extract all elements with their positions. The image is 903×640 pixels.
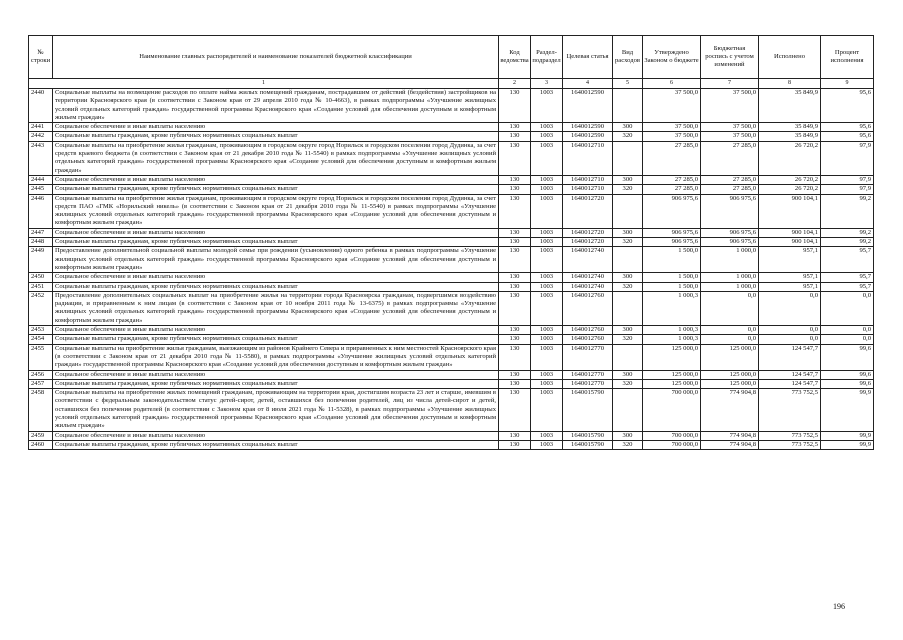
cell-expense-type: 320	[613, 185, 643, 194]
table-row	[29, 389, 874, 431]
cell-budget-list: 37 500,0	[701, 132, 759, 141]
cell-approved: 27 285,0	[643, 185, 701, 194]
cell-expense-type: 300	[613, 273, 643, 282]
cell-row-number: 2457	[29, 379, 53, 388]
cell-target-article: 1640012760	[563, 291, 613, 325]
cell-section: 1003	[531, 123, 563, 132]
cell-executed: 773 752,5	[759, 389, 821, 431]
cell-section: 1003	[531, 389, 563, 431]
cell-approved: 125 000,0	[643, 379, 701, 388]
cell-department-code: 130	[499, 370, 531, 379]
cell-expense-type	[613, 389, 643, 431]
cell-row-number: 2441	[29, 123, 53, 132]
cell-percent: 95,6	[821, 89, 874, 123]
column-number: 4	[563, 79, 613, 89]
cell-executed: 124 547,7	[759, 379, 821, 388]
cell-target-article: 1640012590	[563, 132, 613, 141]
cell-budget-list: 774 904,8	[701, 440, 759, 449]
cell-section: 1003	[531, 273, 563, 282]
cell-percent: 99,2	[821, 194, 874, 228]
cell-row-number: 2458	[29, 389, 53, 431]
cell-section: 1003	[531, 440, 563, 449]
column-number: 8	[759, 79, 821, 89]
table-row	[29, 123, 874, 132]
cell-target-article: 1640015790	[563, 431, 613, 440]
cell-expense-type	[613, 344, 643, 370]
table-row	[29, 440, 874, 449]
cell-budget-list: 0,0	[701, 326, 759, 335]
cell-executed: 26 720,2	[759, 185, 821, 194]
cell-row-number: 2449	[29, 247, 53, 273]
cell-target-article: 1640012740	[563, 273, 613, 282]
cell-target-article: 1640012710	[563, 185, 613, 194]
cell-expense-type: 300	[613, 228, 643, 237]
cell-department-code: 130	[499, 238, 531, 247]
header-section: Раздел-подраздел	[531, 36, 563, 79]
header-row	[29, 36, 874, 79]
cell-section: 1003	[531, 228, 563, 237]
cell-approved: 906 975,6	[643, 238, 701, 247]
cell-target-article: 1640012740	[563, 247, 613, 273]
cell-department-code: 130	[499, 185, 531, 194]
cell-name: Социальные выплаты гражданам, кроме публичных нормативных социальных выплат	[53, 238, 499, 247]
cell-percent: 95,7	[821, 247, 874, 273]
cell-target-article: 1640012710	[563, 141, 613, 175]
cell-budget-list: 1 000,0	[701, 282, 759, 291]
cell-row-number: 2455	[29, 344, 53, 370]
cell-approved: 1 000,3	[643, 291, 701, 325]
cell-row-number: 2443	[29, 141, 53, 175]
cell-executed: 0,0	[759, 326, 821, 335]
cell-department-code: 130	[499, 132, 531, 141]
table-row	[29, 335, 874, 344]
header-executed: Исполнено	[759, 36, 821, 79]
cell-percent: 0,0	[821, 326, 874, 335]
cell-approved: 1 000,3	[643, 326, 701, 335]
cell-executed: 773 752,5	[759, 440, 821, 449]
cell-name: Социальные выплаты на возмещение расходов по оплате найма жилых помещений гражданам, пострадавшим от действий (бездействия) застройщиков на территории Красноярского края (в соответствии с Законом края от 29 апреля 2010 года № 10-4663), в рамках подпрограммы «Улучшение жилищных условий отдельных категорий граждан» государственной программы Красноярского края «Создание условий для обеспечения доступным и комфортным жильем граждан»	[53, 89, 499, 123]
cell-expense-type: 300	[613, 370, 643, 379]
column-number-row	[29, 79, 874, 89]
header-budget-list: Бюджетная роспись с учетом изменений	[701, 36, 759, 79]
cell-expense-type: 300	[613, 175, 643, 184]
cell-row-number: 2460	[29, 440, 53, 449]
cell-target-article: 1640015790	[563, 440, 613, 449]
header-row-number: № строки	[29, 36, 53, 79]
cell-executed: 35 849,9	[759, 89, 821, 123]
cell-percent: 0,0	[821, 291, 874, 325]
cell-department-code: 130	[499, 379, 531, 388]
cell-percent: 97,9	[821, 141, 874, 175]
cell-row-number: 2444	[29, 175, 53, 184]
cell-row-number: 2459	[29, 431, 53, 440]
cell-name: Социальное обеспечение и иные выплаты населению	[53, 370, 499, 379]
cell-name: Предоставление дополнительной социальной выплаты молодой семье при рождении (усыновлении) одного ребенка в рамках подпрограммы «Улучшение жилищных условий отдельных категорий граждан» государственной программы Красноярского края «Создание условий для обеспечения доступным и комфортным жильем граждан»	[53, 247, 499, 273]
cell-name: Предоставление дополнительных социальных выплат на приобретение жилья на территории города Красноярска гражданам, подвергшимся воздействию радиации, и приравненным к ним лицам (в соответствии с Законом края от 10 ноября 2011 года № 13-6375) в рамках подпрограммы «Улучшение жилищных условий отдельных категорий граждан» государственной программы Красноярского края «Создание условий для обеспечения доступным и комфортным жильем граждан»	[53, 291, 499, 325]
table-body	[29, 89, 874, 450]
cell-budget-list: 1 000,0	[701, 247, 759, 273]
cell-executed: 900 104,1	[759, 194, 821, 228]
cell-section: 1003	[531, 185, 563, 194]
cell-percent: 99,9	[821, 431, 874, 440]
cell-department-code: 130	[499, 141, 531, 175]
cell-section: 1003	[531, 194, 563, 228]
cell-name: Социальные выплаты гражданам, кроме публичных нормативных социальных выплат	[53, 185, 499, 194]
cell-budget-list: 1 000,0	[701, 273, 759, 282]
budget-execution-table	[28, 35, 874, 450]
cell-name: Социальные выплаты гражданам, кроме публичных нормативных социальных выплат	[53, 282, 499, 291]
cell-target-article: 1640012590	[563, 123, 613, 132]
cell-expense-type: 320	[613, 282, 643, 291]
cell-approved: 1 500,0	[643, 282, 701, 291]
cell-percent: 99,2	[821, 238, 874, 247]
cell-row-number: 2453	[29, 326, 53, 335]
cell-target-article: 1640012720	[563, 194, 613, 228]
cell-percent: 95,6	[821, 123, 874, 132]
cell-approved: 1 500,0	[643, 273, 701, 282]
cell-budget-list: 774 904,8	[701, 389, 759, 431]
cell-percent: 99,6	[821, 379, 874, 388]
cell-section: 1003	[531, 370, 563, 379]
cell-name: Социальное обеспечение и иные выплаты населению	[53, 123, 499, 132]
cell-approved: 37 500,0	[643, 123, 701, 132]
column-number: 5	[613, 79, 643, 89]
cell-approved: 906 975,6	[643, 228, 701, 237]
cell-executed: 35 849,9	[759, 123, 821, 132]
cell-budget-list: 0,0	[701, 335, 759, 344]
cell-department-code: 130	[499, 291, 531, 325]
cell-approved: 1 000,3	[643, 335, 701, 344]
cell-percent: 99,9	[821, 389, 874, 431]
cell-row-number: 2451	[29, 282, 53, 291]
cell-row-number: 2440	[29, 89, 53, 123]
cell-section: 1003	[531, 291, 563, 325]
cell-department-code: 130	[499, 273, 531, 282]
cell-budget-list: 0,0	[701, 291, 759, 325]
table-row	[29, 247, 874, 273]
cell-expense-type: 300	[613, 431, 643, 440]
cell-row-number: 2456	[29, 370, 53, 379]
cell-approved: 700 000,0	[643, 431, 701, 440]
cell-expense-type: 320	[613, 335, 643, 344]
table-row	[29, 132, 874, 141]
cell-section: 1003	[531, 238, 563, 247]
cell-percent: 95,7	[821, 273, 874, 282]
cell-expense-type: 320	[613, 440, 643, 449]
cell-percent: 95,6	[821, 132, 874, 141]
cell-executed: 900 104,1	[759, 228, 821, 237]
cell-department-code: 130	[499, 282, 531, 291]
cell-department-code: 130	[499, 440, 531, 449]
cell-name: Социальные выплаты гражданам, кроме публичных нормативных социальных выплат	[53, 132, 499, 141]
cell-approved: 700 000,0	[643, 440, 701, 449]
cell-percent: 99,6	[821, 370, 874, 379]
table-row	[29, 370, 874, 379]
table-row	[29, 344, 874, 370]
cell-approved: 27 285,0	[643, 175, 701, 184]
table-row	[29, 194, 874, 228]
cell-section: 1003	[531, 89, 563, 123]
cell-name: Социальные выплаты гражданам, кроме публичных нормативных социальных выплат	[53, 440, 499, 449]
cell-percent: 95,7	[821, 282, 874, 291]
header-percent: Процент исполнения	[821, 36, 874, 79]
cell-approved: 37 500,0	[643, 89, 701, 123]
page-number: 196	[833, 602, 845, 611]
cell-approved: 125 000,0	[643, 344, 701, 370]
cell-name: Социальные выплаты гражданам, кроме публичных нормативных социальных выплат	[53, 379, 499, 388]
cell-executed: 124 547,7	[759, 344, 821, 370]
table-row	[29, 431, 874, 440]
cell-row-number: 2446	[29, 194, 53, 228]
cell-row-number: 2447	[29, 228, 53, 237]
table-row	[29, 228, 874, 237]
cell-row-number: 2450	[29, 273, 53, 282]
cell-section: 1003	[531, 141, 563, 175]
table-row	[29, 89, 874, 123]
cell-name: Социальное обеспечение и иные выплаты населению	[53, 175, 499, 184]
cell-section: 1003	[531, 175, 563, 184]
cell-row-number: 2454	[29, 335, 53, 344]
cell-percent: 0,0	[821, 335, 874, 344]
cell-approved: 125 000,0	[643, 370, 701, 379]
cell-department-code: 130	[499, 89, 531, 123]
table-row	[29, 282, 874, 291]
cell-budget-list: 125 000,0	[701, 344, 759, 370]
cell-expense-type	[613, 141, 643, 175]
cell-section: 1003	[531, 379, 563, 388]
cell-budget-list: 906 975,6	[701, 238, 759, 247]
cell-section: 1003	[531, 335, 563, 344]
cell-expense-type: 320	[613, 238, 643, 247]
cell-percent: 99,9	[821, 440, 874, 449]
cell-approved: 906 975,6	[643, 194, 701, 228]
column-number: 7	[701, 79, 759, 89]
cell-percent: 99,6	[821, 344, 874, 370]
cell-department-code: 130	[499, 228, 531, 237]
cell-budget-list: 27 285,0	[701, 175, 759, 184]
cell-executed: 773 752,5	[759, 431, 821, 440]
cell-executed: 26 720,2	[759, 175, 821, 184]
cell-section: 1003	[531, 344, 563, 370]
cell-department-code: 130	[499, 175, 531, 184]
cell-expense-type	[613, 194, 643, 228]
cell-section: 1003	[531, 326, 563, 335]
cell-target-article: 1640012590	[563, 89, 613, 123]
cell-budget-list: 37 500,0	[701, 89, 759, 123]
cell-target-article: 1640012720	[563, 238, 613, 247]
table-row	[29, 185, 874, 194]
cell-section: 1003	[531, 431, 563, 440]
cell-section: 1003	[531, 282, 563, 291]
column-number: 6	[643, 79, 701, 89]
cell-name: Социальные выплаты гражданам, кроме публичных нормативных социальных выплат	[53, 335, 499, 344]
cell-name: Социальное обеспечение и иные выплаты населению	[53, 228, 499, 237]
cell-executed: 900 104,1	[759, 238, 821, 247]
cell-target-article: 1640012740	[563, 282, 613, 291]
cell-percent: 97,9	[821, 175, 874, 184]
cell-executed: 35 849,9	[759, 132, 821, 141]
cell-expense-type	[613, 291, 643, 325]
column-number: 1	[29, 79, 499, 89]
cell-name: Социальные выплаты на приобретение жилых помещений гражданам, проживающим на территории края, достигшим возраста 23 лет и старше, имевшим в соответствии с федеральным законодательством статус детей-сирот, детей, оставшихся без попечения родителей, лиц из числа детей-сирот и детей, оставшихся без попечения родителей (в соответствии с Законом края от 8 июля 2021 года № 11-5328), в рамках подпрограммы «Улучшение жилищных условий отдельных категорий граждан» государственной программы Красноярского края «Создание условий для обеспечения доступным и комфортным жильем граждан»	[53, 389, 499, 431]
cell-row-number: 2452	[29, 291, 53, 325]
table-row	[29, 141, 874, 175]
cell-name: Социальное обеспечение и иные выплаты населению	[53, 273, 499, 282]
cell-executed: 957,1	[759, 273, 821, 282]
cell-expense-type: 320	[613, 379, 643, 388]
header-department-code: Код ведомства	[499, 36, 531, 79]
cell-department-code: 130	[499, 335, 531, 344]
cell-target-article: 1640012760	[563, 335, 613, 344]
table-row	[29, 175, 874, 184]
cell-section: 1003	[531, 247, 563, 273]
cell-department-code: 130	[499, 326, 531, 335]
cell-expense-type: 300	[613, 326, 643, 335]
cell-row-number: 2445	[29, 185, 53, 194]
cell-budget-list: 27 285,0	[701, 141, 759, 175]
table-row	[29, 273, 874, 282]
table-row	[29, 379, 874, 388]
cell-budget-list: 37 500,0	[701, 123, 759, 132]
cell-percent: 99,2	[821, 228, 874, 237]
column-number: 9	[821, 79, 874, 89]
cell-expense-type	[613, 247, 643, 273]
cell-executed: 124 547,7	[759, 370, 821, 379]
cell-executed: 26 720,2	[759, 141, 821, 175]
cell-target-article: 1640012770	[563, 370, 613, 379]
cell-target-article: 1640012720	[563, 228, 613, 237]
cell-name: Социальные выплаты на приобретение жилья гражданам, выезжающим из районов Крайнего Севера и приравненных к ним местностей Красноярского края (в соответствии с Законом края от 21 декабря 2010 года № 11-5580), в рамках подпрограммы «Улучшение жилищных условий отдельных категорий граждан» государственной программы Красноярского края «Создание условий для обеспечения доступным и комфортным жильем граждан»	[53, 344, 499, 370]
column-number: 3	[531, 79, 563, 89]
cell-expense-type: 300	[613, 123, 643, 132]
cell-approved: 37 500,0	[643, 132, 701, 141]
cell-department-code: 130	[499, 247, 531, 273]
header-approved: Утверждено Законом о бюджете	[643, 36, 701, 79]
cell-executed: 0,0	[759, 335, 821, 344]
cell-target-article: 1640012770	[563, 344, 613, 370]
table-row	[29, 238, 874, 247]
cell-name: Социальные выплаты на приобретение жилья гражданам, проживающим в городском округе город Норильск и городском поселении город Дудинка, за счет средств ПАО «ГМК «Норильский никель» (в соответствии с Законом края от 21 декабря 2010 года № 11-5540) в рамках подпрограммы «Улучшение жилищных условий отдельных категорий граждан» государственной программы Красноярского края «Создание условий для обеспечения доступным и комфортным жильем граждан»	[53, 194, 499, 228]
cell-executed: 957,1	[759, 282, 821, 291]
table-row	[29, 291, 874, 325]
cell-name: Социальные выплаты на приобретение жилья гражданам, проживающим в городском округе город Норильск и городском поселении город Дудинка, за счет средств краевого бюджета (в соответствии с Законом края от 21 декабря 2010 года № 11-5540) в рамках подпрограммы «Улучшение жилищных условий отдельных категорий граждан» государственной программы Красноярского края «Создание условий для обеспечения доступным и комфортным жильем граждан»	[53, 141, 499, 175]
cell-budget-list: 125 000,0	[701, 370, 759, 379]
cell-executed: 957,1	[759, 247, 821, 273]
header-target-article: Целевая статья	[563, 36, 613, 79]
cell-target-article: 1640012710	[563, 175, 613, 184]
cell-department-code: 130	[499, 194, 531, 228]
cell-expense-type	[613, 89, 643, 123]
cell-department-code: 130	[499, 344, 531, 370]
cell-approved: 27 285,0	[643, 141, 701, 175]
cell-approved: 1 500,0	[643, 247, 701, 273]
cell-target-article: 1640012760	[563, 326, 613, 335]
cell-budget-list: 27 285,0	[701, 185, 759, 194]
cell-budget-list: 906 975,6	[701, 228, 759, 237]
cell-department-code: 130	[499, 123, 531, 132]
cell-department-code: 130	[499, 389, 531, 431]
cell-approved: 700 000,0	[643, 389, 701, 431]
header-name: Наименование главных распорядителей и наименование показателей бюджетной классификации	[53, 36, 499, 79]
cell-percent: 97,9	[821, 185, 874, 194]
column-number: 2	[499, 79, 531, 89]
cell-row-number: 2442	[29, 132, 53, 141]
table-row	[29, 326, 874, 335]
cell-row-number: 2448	[29, 238, 53, 247]
cell-budget-list: 125 000,0	[701, 379, 759, 388]
cell-target-article: 1640015790	[563, 389, 613, 431]
cell-budget-list: 774 904,8	[701, 431, 759, 440]
cell-name: Социальное обеспечение и иные выплаты населению	[53, 431, 499, 440]
cell-budget-list: 906 975,6	[701, 194, 759, 228]
cell-department-code: 130	[499, 431, 531, 440]
header-expense-type: Вид расходов	[613, 36, 643, 79]
cell-expense-type: 320	[613, 132, 643, 141]
cell-target-article: 1640012770	[563, 379, 613, 388]
cell-executed: 0,0	[759, 291, 821, 325]
cell-section: 1003	[531, 132, 563, 141]
cell-name: Социальное обеспечение и иные выплаты населению	[53, 326, 499, 335]
